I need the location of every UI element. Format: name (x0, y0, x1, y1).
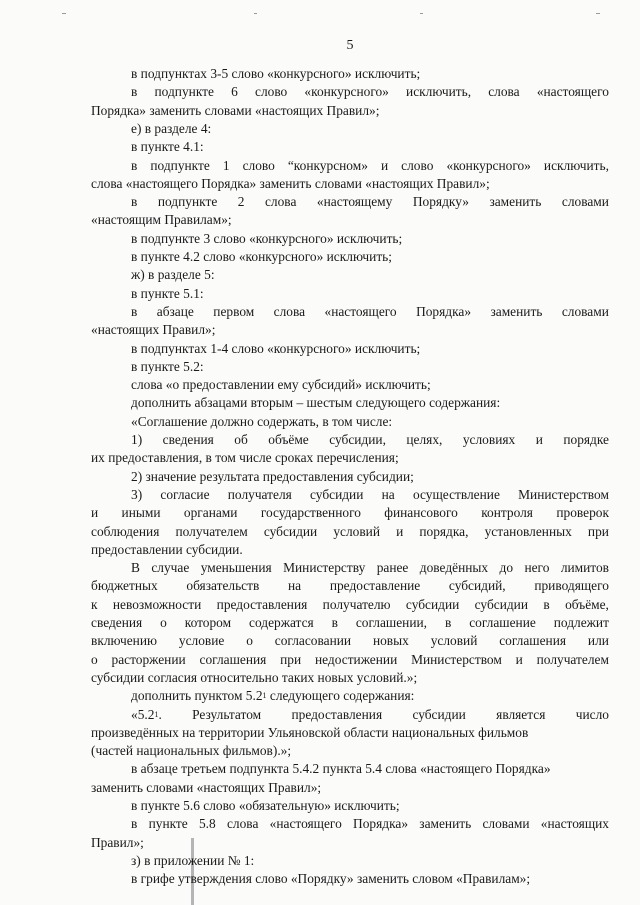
text-word: получателю (322, 596, 391, 612)
text-word: первом (213, 303, 255, 319)
text-word: сведения (91, 615, 143, 630)
text-word: заменить (490, 303, 543, 319)
text-word: сведения (162, 432, 214, 447)
text-word: объёме (268, 432, 309, 447)
text-word: соглашения (499, 633, 567, 649)
scan-artifact (62, 13, 66, 14)
text-line (91, 431, 609, 449)
text-line (91, 248, 609, 266)
text-word: субсидии, (329, 432, 386, 447)
text-word: целях, (406, 432, 443, 447)
text-word: при (280, 651, 302, 667)
text-line (91, 523, 609, 541)
text-word: Результатом (192, 706, 262, 722)
text-word: условие (178, 633, 225, 649)
text-word: на (288, 578, 302, 594)
text-word: соглашении, (355, 615, 428, 630)
text-word: на (381, 486, 395, 502)
text-word: подпункте (157, 194, 218, 210)
text-word: и (515, 651, 523, 667)
text-word: слово (401, 157, 434, 173)
text-line (91, 157, 609, 175)
text-run: в пункте 4.2 слово «конкурсного» исключить; (131, 249, 393, 264)
text-line (91, 468, 609, 486)
text-word: слова (226, 816, 259, 832)
text-word: в (131, 157, 138, 173)
text-word: до (499, 560, 514, 576)
text-run: дополнить пунктом 5.2 (131, 688, 263, 704)
text-line (91, 321, 609, 339)
text-word: при (587, 523, 609, 539)
text-line (91, 596, 609, 614)
text-run: «настоящих Правил»; (91, 322, 216, 338)
text-run: предоставлении субсидии. (91, 541, 243, 557)
text-line (91, 303, 609, 321)
text-word: случае (151, 560, 190, 576)
text-word: или (587, 633, 609, 649)
text-word: «настоящих (540, 816, 609, 832)
text-word: 1 (222, 157, 230, 173)
text-word: органами (183, 505, 238, 521)
text-word: содержатся (249, 615, 314, 630)
text-word: новых (372, 633, 409, 649)
text-word: обязательств (186, 578, 260, 594)
text-line (91, 83, 609, 101)
text-word: подпункте (154, 84, 214, 100)
text-word: в (131, 194, 138, 210)
scan-artifact (420, 13, 423, 14)
text-run: дополнить абзацами вторым – шестым следующего содержания: (131, 395, 501, 411)
text-line (91, 65, 609, 83)
text-word: бюджетных (91, 578, 158, 594)
text-run: з) в приложении № 1: (131, 852, 255, 868)
text-line (91, 632, 609, 650)
text-word: согласовании (274, 633, 352, 649)
text-word: условий (430, 633, 478, 649)
text-word: слова (264, 194, 297, 210)
text-run: в пункте 5.2: (131, 358, 204, 374)
text-word: получателем (536, 651, 609, 667)
text-word: В (131, 560, 140, 576)
scan-artifact (596, 13, 600, 14)
text-word: субсидий, (448, 578, 506, 594)
text-word: приводящего (534, 578, 609, 594)
text-word: подлежит (553, 615, 609, 630)
text-word: и (396, 523, 404, 539)
text-word: в (331, 615, 338, 630)
text-word: контроля (481, 505, 533, 521)
text-word: предоставление (329, 578, 421, 594)
text-line (91, 449, 609, 467)
text-word: него (524, 560, 550, 576)
text-run: е) в разделе 4: (131, 120, 212, 136)
text-line (91, 193, 609, 211)
text-word: соблюдения (91, 523, 160, 539)
text-word: проверок (556, 505, 609, 521)
text-run: субсидии согласия относительно таких новых условий.»; (91, 669, 418, 685)
text-line (91, 577, 609, 595)
text-word: Министерством (518, 486, 609, 502)
text-word: согласие (160, 486, 210, 502)
text-word: слово (255, 84, 288, 100)
text-run: в подпунктах 3-5 слово «конкурсного» исключить; (131, 66, 421, 81)
text-word: Порядку» (412, 194, 469, 210)
text-word: словами (561, 194, 609, 210)
text-run: слова «о предоставлении ему субсидий» исключить; (131, 377, 431, 393)
text-word: исключить, (543, 157, 609, 173)
text-line (91, 815, 609, 833)
text-word: о (160, 615, 167, 630)
text-line (91, 651, 609, 669)
text-word: словами (561, 303, 609, 319)
text-run: заменить словами «настоящих Правил»; (91, 779, 322, 795)
text-line (91, 559, 609, 577)
text-line (91, 852, 609, 870)
text-line (91, 211, 609, 229)
text-word: установленных (484, 523, 572, 539)
text-run: их предоставления, в том числе сроках перечисления; (91, 450, 399, 466)
scan-artifact (254, 13, 257, 14)
superscript: 1 (262, 691, 267, 701)
text-line (91, 797, 609, 815)
text-line (91, 394, 609, 412)
text-word: к (91, 596, 98, 612)
text-word: недостижении (314, 651, 398, 667)
text-word: субсидии (412, 706, 466, 722)
text-line (91, 340, 609, 358)
text-word: соглашения (199, 651, 267, 667)
text-word: условий (333, 523, 380, 539)
text-line (91, 870, 609, 888)
text-word: невозможности (112, 596, 202, 612)
text-word: «конкурсного» (304, 84, 389, 100)
page-number: 5 (346, 38, 354, 53)
text-line (91, 120, 609, 138)
text-line (91, 486, 609, 504)
text-line (91, 504, 609, 522)
text-line (91, 687, 609, 705)
text-word: “конкурсном» (287, 157, 368, 173)
text-line (91, 706, 609, 724)
text-line (91, 102, 609, 120)
text-word: осуществление (412, 486, 500, 502)
text-word: предоставления (291, 706, 383, 722)
text-run: «настоящим Правилам»; (91, 212, 232, 228)
text-line (91, 358, 609, 376)
text-line (91, 760, 609, 778)
text-word: «$5.2^1$. (131, 706, 162, 722)
text-word: «настоящего (536, 84, 609, 100)
text-word: «настоящего (324, 303, 397, 319)
text-line (91, 413, 609, 431)
text-word: слова (273, 303, 306, 319)
text-line (91, 742, 609, 760)
text-word: «конкурсного» (446, 157, 531, 173)
text-word: получателя (227, 486, 292, 502)
text-word: Порядка» (353, 816, 409, 832)
text-word: субсидии (405, 596, 460, 612)
text-run: слова «настоящего Порядка» заменить словами «настоящих Правил»; (91, 175, 490, 191)
text-word: в (131, 84, 138, 100)
text-word: 5.8 (198, 816, 216, 832)
text-word: 1) (131, 432, 143, 447)
text-word: 6 (231, 84, 238, 100)
text-word: словами (482, 816, 530, 832)
text-word: «настоящего (269, 816, 342, 832)
text-line (91, 541, 609, 559)
text-word: лимитов (560, 560, 609, 576)
text-word: слова (488, 84, 520, 100)
text-word: и (535, 432, 543, 447)
text-run: в пункте 5.6 слово «обязательную» исключить; (131, 798, 400, 813)
text-word: в (543, 596, 550, 612)
text-run: (частей национальных фильмов).»; (91, 743, 292, 759)
text-word: в (131, 816, 138, 832)
text-word: 2 (237, 194, 245, 210)
text-word: заменить (419, 816, 472, 832)
text-word: доведённых (419, 560, 489, 576)
text-word: порядке (563, 432, 609, 447)
text-line (91, 614, 609, 632)
text-run: в подпункте 3 слово «конкурсного» исключить; (131, 230, 403, 246)
text-word: о (246, 633, 253, 649)
text-word: подпункте (150, 157, 210, 173)
text-word: о (91, 651, 98, 667)
text-word: субсидии (263, 523, 318, 539)
text-word: соглашение (469, 615, 536, 630)
text-line (91, 376, 609, 394)
text-word: котором (184, 615, 232, 630)
text-word: 3) (131, 486, 143, 502)
text-run: в пункте 5.1: (131, 285, 204, 301)
text-run: Правил»; (91, 834, 144, 850)
text-line (91, 138, 609, 156)
text-word: об (234, 432, 248, 447)
text-line (91, 175, 609, 193)
text-word: государственного (260, 505, 361, 521)
text-word: предоставления (216, 596, 308, 612)
text-line (91, 779, 609, 797)
text-word: субсидии (474, 596, 529, 612)
text-word: заменить (489, 194, 542, 210)
text-word: Порядка» (416, 303, 472, 319)
text-word: порядка, (419, 523, 469, 539)
text-word: абзаце (156, 303, 194, 319)
text-word: объёме, (565, 596, 609, 612)
text-line (91, 285, 609, 303)
text-line (91, 669, 609, 687)
text-word: финансового (384, 505, 458, 521)
text-run: в грифе утверждения слово «Порядку» заменить словом «Правилам»; (131, 871, 531, 887)
text-word: расторжении (111, 651, 186, 667)
text-line (91, 834, 609, 852)
text-run: произведённых на территории Ульяновской области национальных фильмов (91, 724, 529, 740)
text-word: условиях (462, 432, 516, 447)
text-line (91, 266, 609, 284)
text-run: 2) значение результата предоставления субсидии; (131, 468, 414, 484)
text-word: включению (91, 633, 158, 649)
text-word: в (131, 303, 138, 319)
text-word: и (91, 505, 99, 521)
text-word: уменьшения (200, 560, 272, 576)
text-word: в (444, 615, 452, 630)
text-run: ж) в разделе 5: (131, 267, 215, 283)
text-run: следующего содержания: (266, 688, 415, 704)
text-run: «Соглашение должно содержать, в том числе: (131, 413, 393, 429)
text-word: является (496, 706, 546, 722)
text-run: в абзаце третьем подпункта 5.4.2 пункта 5.4 слова «настоящего Порядка» (131, 761, 551, 777)
text-word: и (380, 157, 389, 173)
text-word: иными (121, 505, 161, 521)
text-word: Министерству (283, 560, 366, 576)
text-line (91, 230, 609, 248)
text-run: в пункте 4.1: (131, 139, 204, 155)
text-run: в подпунктах 1-4 слово «конкурсного» исключить; (131, 340, 421, 356)
text-word: число (575, 706, 609, 722)
text-word: получателем (175, 523, 248, 539)
text-word: исключить, (406, 84, 472, 100)
superscript: 1 (154, 709, 159, 719)
text-word: субсидии (310, 486, 364, 502)
text-line (91, 724, 609, 742)
text-word: «настоящему (316, 194, 393, 210)
text-run: Порядка» заменить словами «настоящих Правил»; (91, 102, 380, 118)
text-word: ранее (376, 560, 409, 576)
text-word: пункте (148, 816, 188, 832)
text-word: Министерством (411, 651, 502, 667)
text-word: слово (242, 157, 275, 173)
